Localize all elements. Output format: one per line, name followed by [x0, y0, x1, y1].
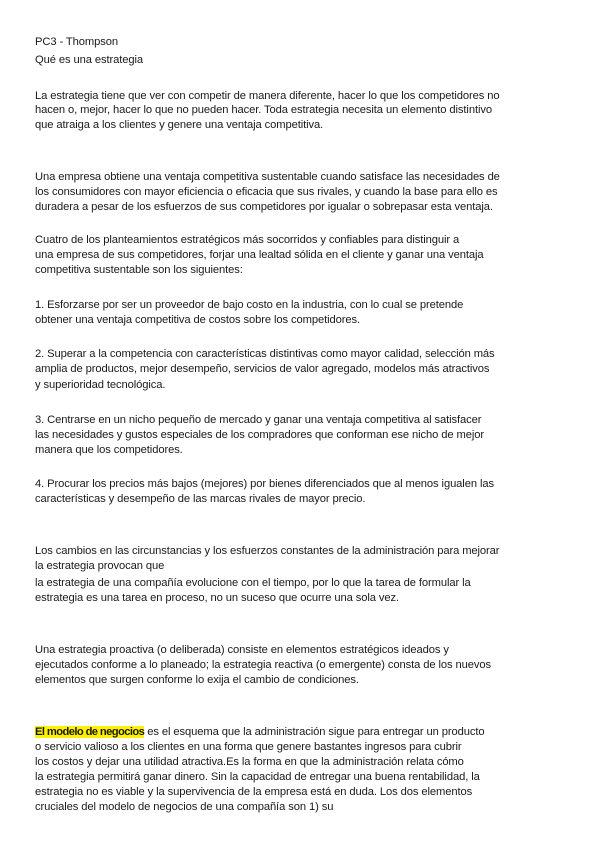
paragraph-line: la estrategia de una compañía evolucione con el tiempo, por lo que la tarea de formular la	[35, 577, 471, 589]
business-model-line	[35, 725, 484, 739]
list-item-line: obtener una ventaja competitiva de costos sobre los competidores.	[35, 314, 360, 326]
document-subtitle: Qué es una estrategia	[35, 54, 143, 66]
paragraph-line: competitiva sustentable son los siguientes:	[35, 264, 243, 276]
paragraph-line: la estrategia permitirá ganar dinero. Sin la capacidad de entregar una buena rentabilidad, la	[35, 771, 480, 783]
list-item-line: características y desempeño de las marcas rivales de mayor precio.	[35, 493, 366, 505]
list-item-line: 1. Esforzarse por ser un proveedor de bajo costo en la industria, con lo cual se pretende	[35, 299, 464, 311]
document-title: PC3 - Thompson	[35, 36, 118, 48]
business-model-line-rest: es el esquema que la administración sigue para entregar un producto	[144, 726, 485, 738]
paragraph-line: o servicio valioso a los clientes en una forma que genere bastantes ingresos para cubrir	[35, 741, 462, 753]
list-item-line: amplia de productos, mejor desempeño, servicios de valor agregado, modelos más atractivos	[35, 363, 490, 375]
paragraph-line: una empresa de sus competidores, forjar una lealtad sólida en el cliente y ganar una ventaja	[35, 249, 484, 261]
paragraph-line: cruciales del modelo de negocios de una compañía son 1) su	[35, 801, 334, 813]
paragraph-line: La estrategia tiene que ver con competir de manera diferente, hacer lo que los competidores no	[35, 90, 500, 102]
paragraph-line: Los cambios en las circunstancias y los esfuerzos constantes de la administración para mejorar	[35, 545, 500, 557]
paragraph-line: hacen o, mejor, hacer lo que no pueden hacer. Toda estrategia necesita un elemento distintivo	[35, 104, 492, 116]
paragraph-line: Una estrategia proactiva (o deliberada) consiste en elementos estratégicos ideados y	[35, 644, 449, 656]
paragraph-line: que atraiga a los clientes y genere una ventaja competitiva.	[35, 119, 324, 131]
paragraph-line: los costos y dejar una utilidad atractiva.Es la forma en que la administración relata cómo	[35, 756, 464, 768]
highlighted-term: El modelo de negocios	[35, 726, 145, 738]
list-item-line: y superioridad tecnológica.	[35, 379, 166, 391]
list-item-line: las necesidades y gustos especiales de los compradores que conforman ese nicho de mejor	[35, 429, 485, 441]
list-item-line: manera que los competidores.	[35, 444, 183, 456]
paragraph-line: los consumidores con mayor eficiencia o eficacia que sus rivales, y cuando la base para ello es	[35, 186, 498, 198]
paragraph-line: ejecutados conforme a lo planeado; la estrategia reactiva (o emergente) consta de los nuevos	[35, 659, 491, 671]
paragraph-line: duradera a pesar de los esfuerzos de sus competidores por igualar o sobrepasar esta ventaja.	[35, 201, 493, 213]
list-item-line: 2. Superar a la competencia con características distintivas como mayor calidad, selección más	[35, 348, 495, 360]
paragraph-line: la estrategia provocan que	[35, 560, 165, 572]
paragraph-line: elementos que surgen conforme lo exija el cambio de condiciones.	[35, 674, 359, 686]
paragraph-line: estrategia es una tarea en proceso, no un suceso que ocurre una sola vez.	[35, 592, 399, 604]
list-item-line: 3. Centrarse en un nicho pequeño de mercado y ganar una ventaja competitiva al satisfacer	[35, 414, 482, 426]
paragraph-line: Una empresa obtiene una ventaja competitiva sustentable cuando satisface las necesidades de	[35, 171, 500, 183]
paragraph-line: estrategia no es viable y la supervivencia de la empresa está en duda. Los dos elementos	[35, 786, 473, 798]
paragraph-line: Cuatro de los planteamientos estratégicos más socorridos y confiables para distinguir a	[35, 234, 460, 246]
list-item-line: 4. Procurar los precios más bajos (mejores) por bienes diferenciados que al menos igualen las	[35, 478, 494, 490]
